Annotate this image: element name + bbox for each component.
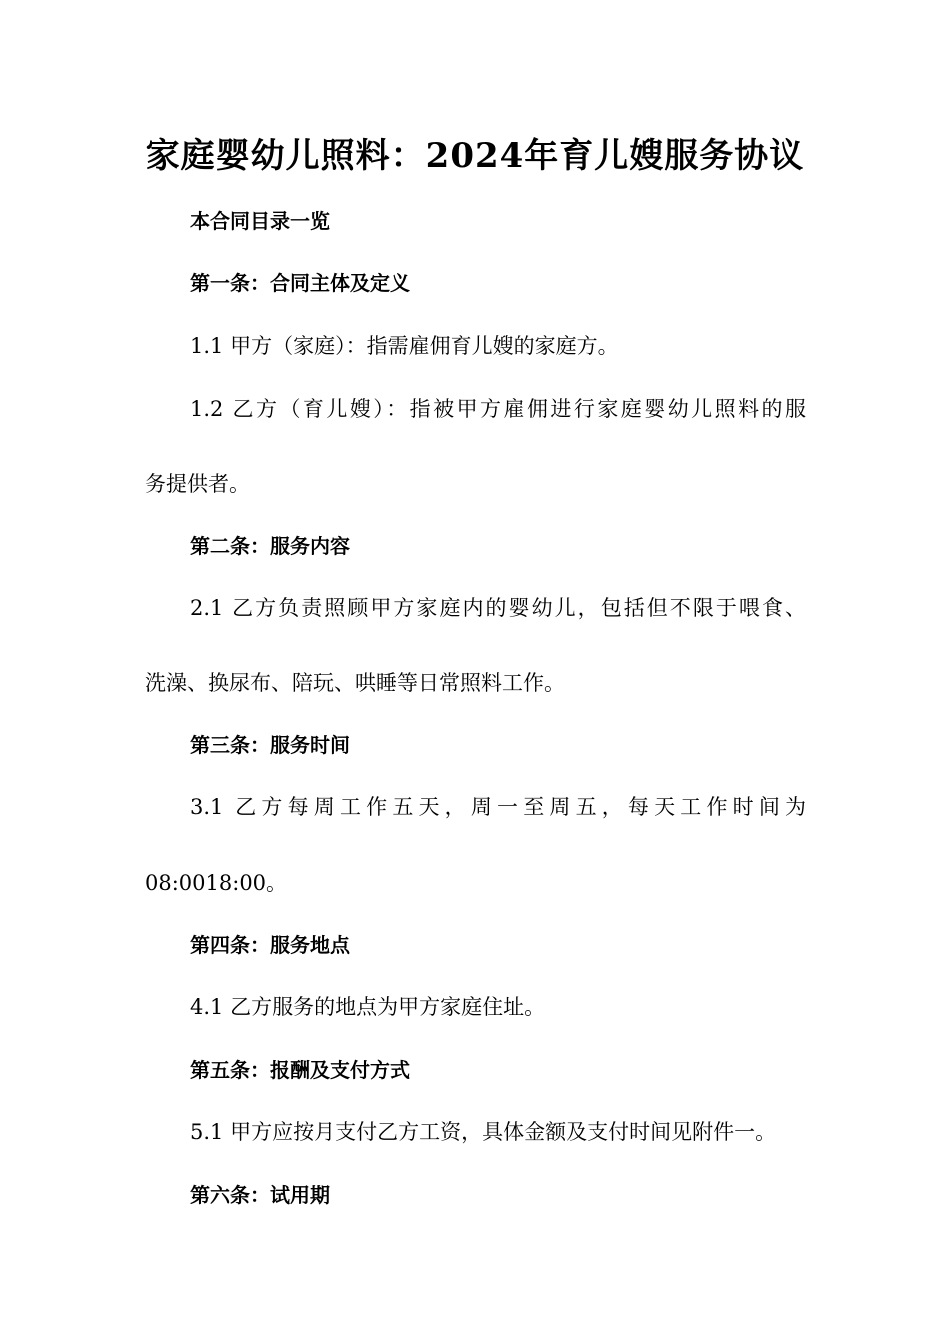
clause-1-2-line-2: 务提供者。: [145, 472, 250, 496]
clause-2-1-line-1: 2.1 乙方负责照顾甲方家庭内的婴幼儿，包括但不限于喂食、: [190, 596, 806, 620]
section-heading-5: 第五条：报酬及支付方式: [190, 1058, 410, 1082]
section-heading-4: 第四条：服务地点: [190, 933, 350, 957]
clause-2-1-line-2: 洗澡、换尿布、陪玩、哄睡等日常照料工作。: [145, 671, 565, 695]
clause-1-2-line-1: 1.2 乙方（育儿嫂）：指被甲方雇佣进行家庭婴幼儿照料的服: [190, 397, 806, 421]
clause-1-1: 1.1 甲方（家庭）：指需雇佣育儿嫂的家庭方。: [190, 334, 619, 358]
clause-3-1-line-1: 3.1 乙方每周工作五天，周一至周五，每天工作时间为: [190, 795, 806, 819]
clause-3-1-line-2: 08:0018:00。: [145, 871, 288, 895]
toc-heading: 本合同目录一览: [190, 209, 330, 233]
document-title: 家庭婴幼儿照料：2024年育儿嫂服务协议: [145, 136, 805, 176]
clause-4-1: 4.1 乙方服务的地点为甲方家庭住址。: [190, 995, 546, 1019]
section-heading-6: 第六条：试用期: [190, 1183, 330, 1207]
section-heading-2: 第二条：服务内容: [190, 534, 350, 558]
clause-5-1: 5.1 甲方应按月支付乙方工资，具体金额及支付时间见附件一。: [190, 1120, 777, 1144]
section-heading-3: 第三条：服务时间: [190, 733, 350, 757]
section-heading-1: 第一条：合同主体及定义: [190, 271, 410, 295]
